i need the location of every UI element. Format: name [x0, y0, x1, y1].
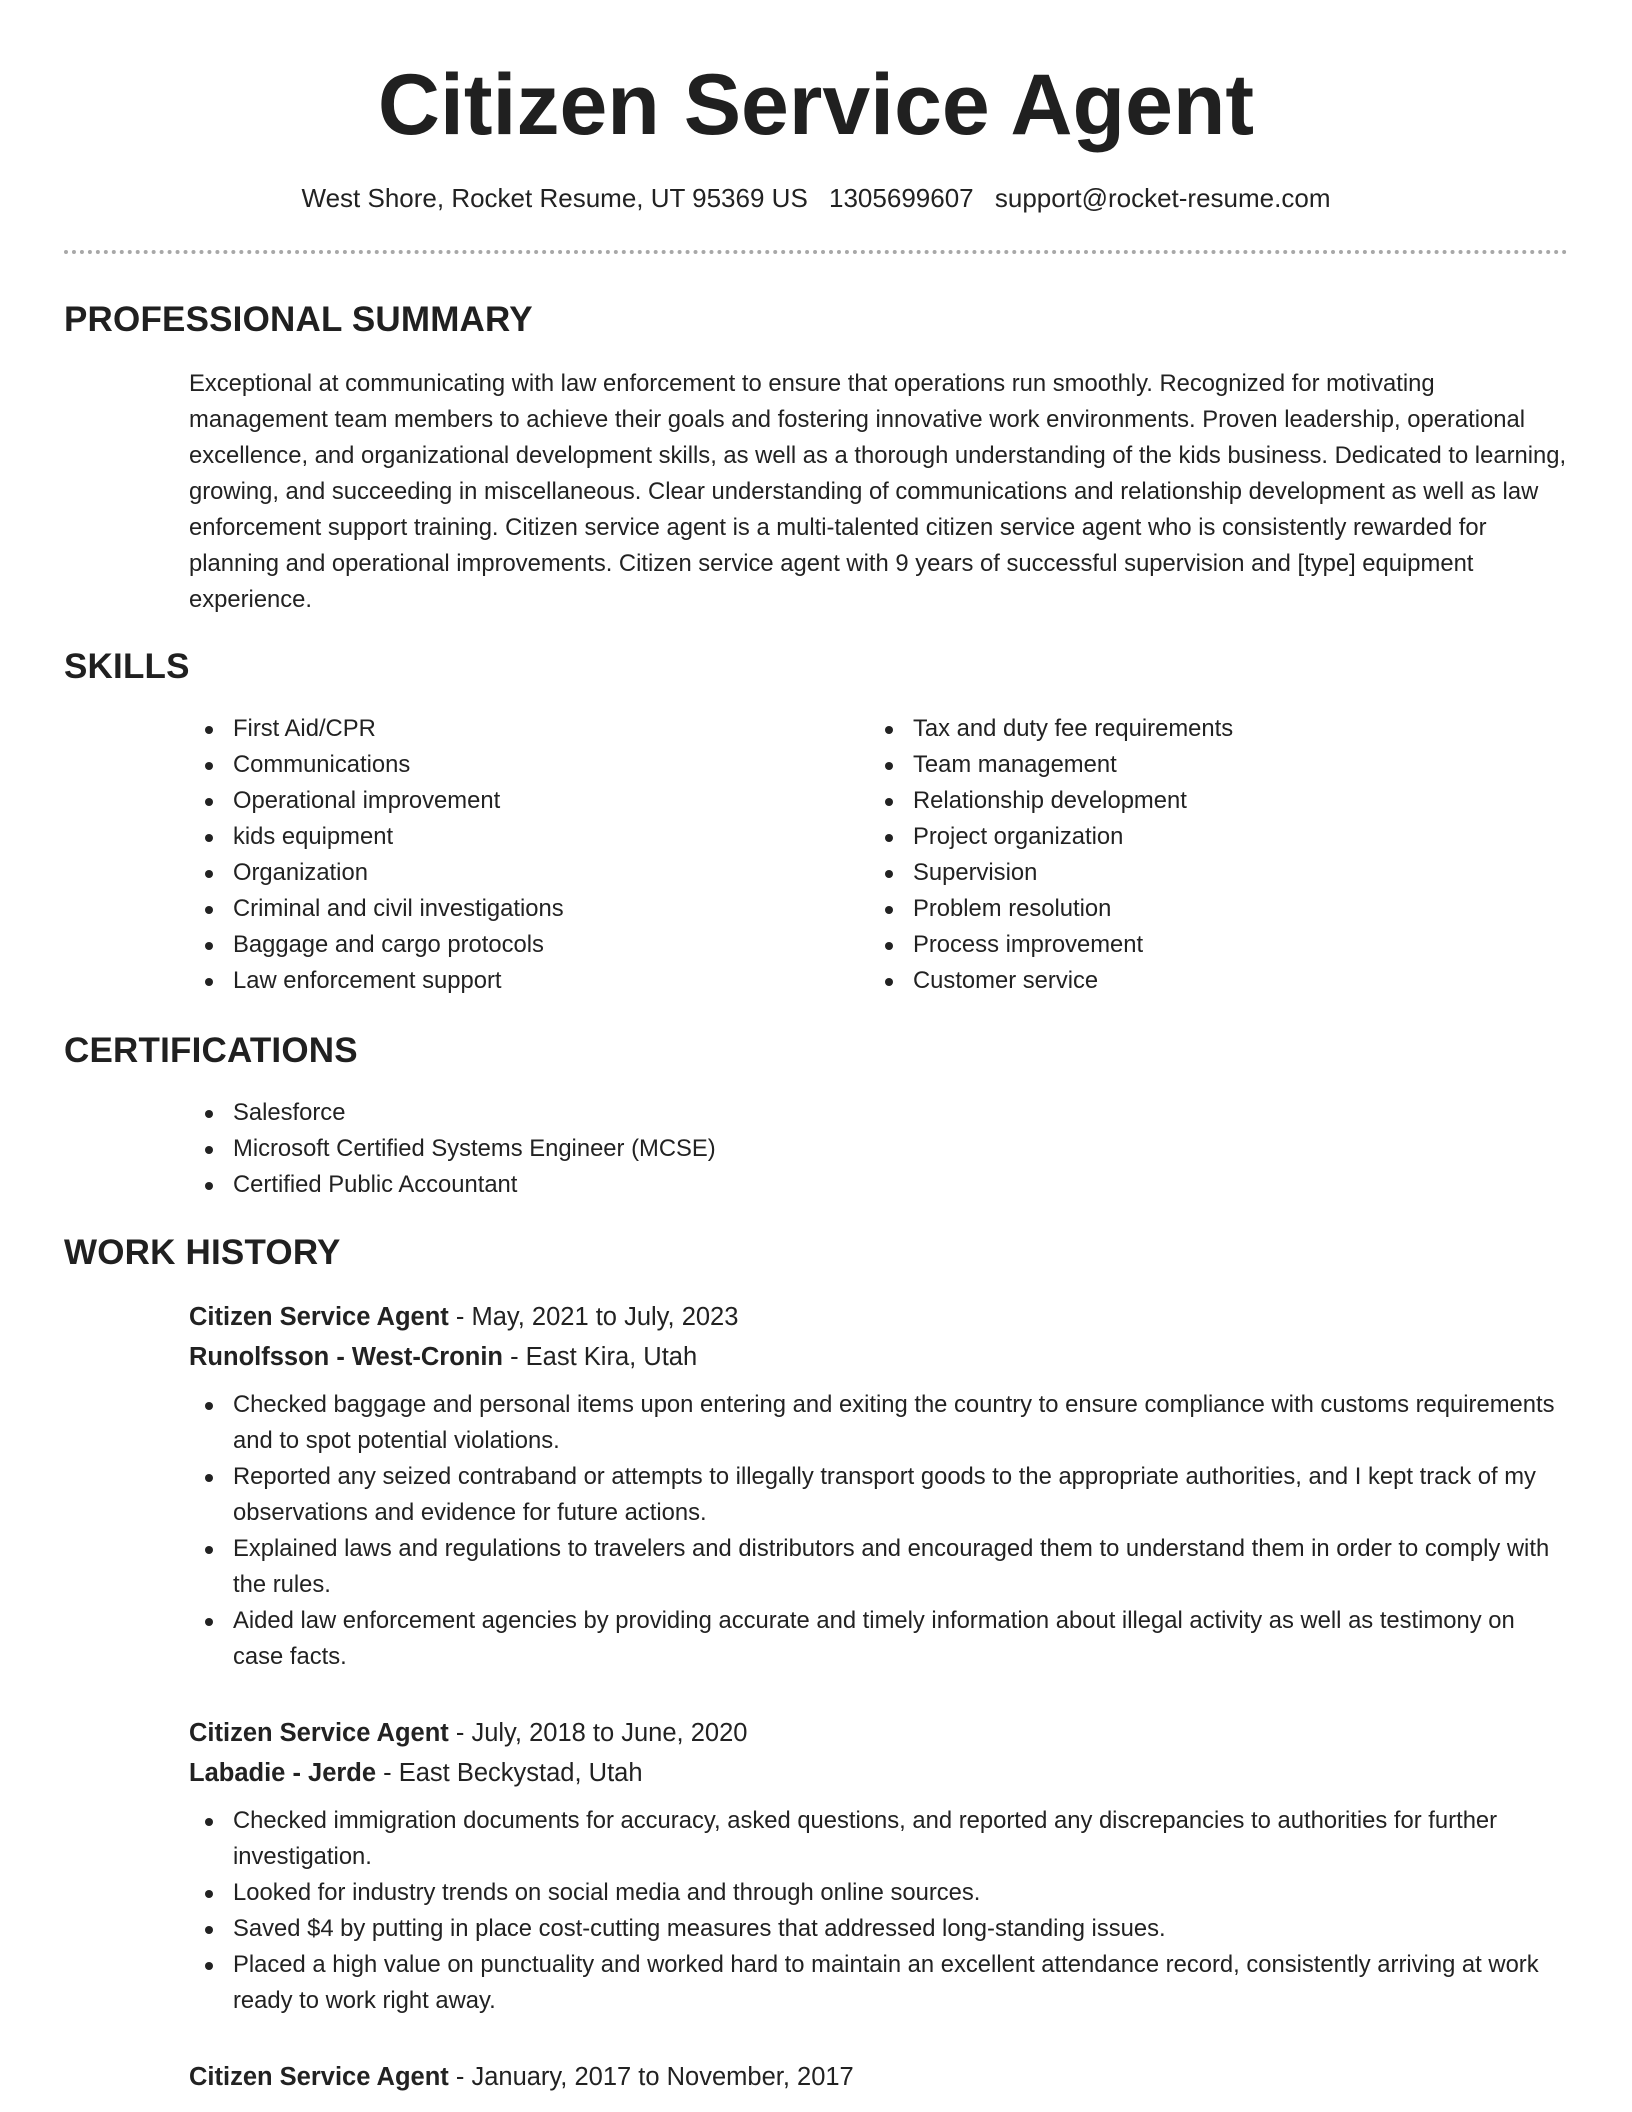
- job-company-line: [189, 1337, 1569, 1377]
- skill-item: Process improvement: [869, 927, 1529, 963]
- candidate-name: Citizen Service Agent: [377, 57, 1255, 153]
- job-title: Citizen Service Agent: [189, 1303, 449, 1331]
- job-company: Labadie - Jerde: [189, 1759, 377, 1787]
- certifications-heading: CERTIFICATIONS: [64, 1031, 358, 1070]
- job-duty: Checked baggage and personal items upon entering and exiting the country to ensure compliance with customs requirements and to spot potential violations.: [189, 1387, 1569, 1459]
- skills-list-right: [869, 711, 1529, 999]
- skill-item: Team management: [869, 747, 1529, 783]
- skill-item: Relationship development: [869, 783, 1529, 819]
- job-location: - East Beckystad, Utah: [376, 1759, 643, 1787]
- certification-item: Microsoft Certified Systems Engineer (MCSE): [189, 1131, 1189, 1167]
- job-dates: - May, 2021 to July, 2023: [448, 1303, 739, 1331]
- job-location: - East Kira, Utah: [503, 1343, 698, 1371]
- job-dates: - July, 2018 to June, 2020: [448, 1719, 748, 1747]
- header-divider: [64, 250, 1568, 254]
- contact-email: support@rocket-resume.com: [994, 183, 1331, 213]
- job-company: Runolfsson - West-Cronin: [189, 1343, 504, 1371]
- job-entry: [189, 2057, 1569, 2097]
- job-dates: - January, 2017 to November, 2017: [448, 2063, 854, 2091]
- certifications-list: [189, 1095, 1189, 1203]
- work-history-heading: WORK HISTORY: [64, 1233, 341, 1272]
- job-duty: Explained laws and regulations to travelers and distributors and encouraged them to understand them in order to comply with the rules.: [189, 1531, 1569, 1603]
- job-duty: Reported any seized contraband or attempts to illegally transport goods to the appropriate authorities, and I kept track of my observations and evidence for future actions.: [189, 1459, 1569, 1531]
- skill-item: kids equipment: [189, 819, 849, 855]
- job-title: Citizen Service Agent: [189, 1719, 449, 1747]
- contact-address: West Shore, Rocket Resume, UT 95369 US: [301, 183, 808, 213]
- certification-item: Salesforce: [189, 1095, 1189, 1131]
- job-entry: [189, 1297, 1569, 1675]
- job-title-line: [189, 1713, 1569, 1753]
- skill-item: First Aid/CPR: [189, 711, 849, 747]
- job-duty: Checked immigration documents for accuracy, asked questions, and reported any discrepancies to authorities for further investigation.: [189, 1803, 1569, 1875]
- skills-heading: SKILLS: [64, 647, 190, 686]
- skill-item: Customer service: [869, 963, 1529, 999]
- skill-item: Criminal and civil investigations: [189, 891, 849, 927]
- skill-item: Project organization: [869, 819, 1529, 855]
- job-duty: Aided law enforcement agencies by providing accurate and timely information about illegal activity as well as testimony on case facts.: [189, 1603, 1569, 1675]
- job-duty: Saved $4 by putting in place cost-cutting measures that addressed long-standing issues.: [189, 1911, 1569, 1947]
- job-title: Citizen Service Agent: [189, 2063, 449, 2091]
- job-duty: Looked for industry trends on social media and through online sources.: [189, 1875, 1569, 1911]
- summary-text: Exceptional at communicating with law enforcement to ensure that operations run smoothly. Recognized for motivating management team members to achieve their goals and fostering innovative work environments. Proven leadership, operational excellence, and organizational development skills, as well as a thorough understanding of the kids business. Dedicated to learning, growing, and succeeding in miscellaneous. Clear understanding of communications and relationship development as well as law enforcement support training. Citizen service agent is a multi-talented citizen service agent who is consistently rewarded for planning and operational improvements. Citizen service agent with 9 years of successful supervision and [type] equipment experience.: [189, 370, 1567, 613]
- skill-item: Law enforcement support: [189, 963, 849, 999]
- job-duties-list: [189, 1803, 1569, 2019]
- skill-item: Operational improvement: [189, 783, 849, 819]
- skill-item: Organization: [189, 855, 849, 891]
- skill-item: Tax and duty fee requirements: [869, 711, 1529, 747]
- certification-item: Certified Public Accountant: [189, 1167, 1189, 1203]
- job-title-line: [189, 2057, 1569, 2097]
- skills-list-left: [189, 711, 849, 999]
- job-company-line: [189, 1753, 1569, 1793]
- job-duty: Placed a high value on punctuality and worked hard to maintain an excellent attendance record, consistently arriving at work ready to work right away.: [189, 1947, 1569, 2019]
- contact-phone: 1305699607: [829, 183, 974, 213]
- skill-item: Supervision: [869, 855, 1529, 891]
- skill-item: Communications: [189, 747, 849, 783]
- job-entry: [189, 1713, 1569, 2019]
- job-duties-list: [189, 1387, 1569, 1675]
- contact-line: [0, 178, 1632, 218]
- skill-item: Baggage and cargo protocols: [189, 927, 849, 963]
- summary-heading: PROFESSIONAL SUMMARY: [64, 300, 533, 339]
- job-title-line: [189, 1297, 1569, 1337]
- skill-item: Problem resolution: [869, 891, 1529, 927]
